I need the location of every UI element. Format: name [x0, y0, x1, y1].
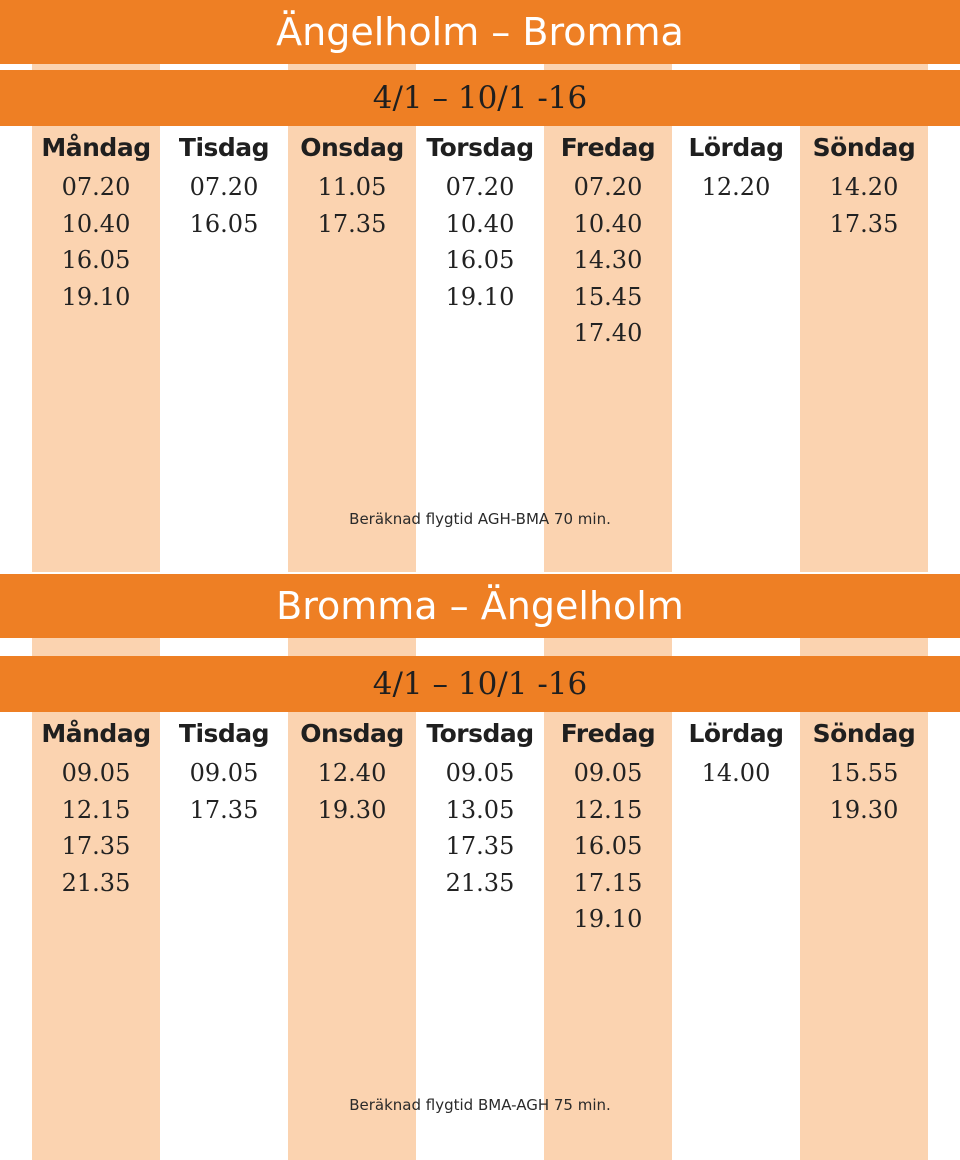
departure-time: 16.05	[573, 832, 643, 860]
departure-list	[672, 755, 800, 792]
day-heading: Lördag	[688, 719, 784, 748]
departure-list	[160, 755, 288, 828]
departure-list	[800, 755, 928, 828]
departure-time: 21.35	[61, 868, 131, 897]
day-column	[160, 133, 288, 242]
departure-time: 14.00	[701, 759, 771, 787]
departure-time: 14.30	[573, 246, 643, 274]
departure-time: 19.30	[829, 795, 899, 824]
departure-time: 07.20	[189, 173, 259, 201]
departure-time: 17.40	[573, 319, 643, 347]
departure-time: 10.40	[445, 209, 515, 238]
day-heading: Onsdag	[300, 719, 404, 748]
departure-time: 16.05	[61, 246, 131, 274]
day-column	[544, 133, 672, 352]
departure-time: 16.05	[445, 246, 515, 274]
departure-list	[544, 755, 672, 938]
departure-time: 17.35	[189, 795, 259, 824]
departure-time: 12.15	[61, 795, 131, 824]
departure-time: 16.05	[189, 209, 259, 238]
period-band	[0, 656, 960, 712]
departure-time: 19.10	[445, 282, 515, 311]
day-heading: Fredag	[560, 133, 656, 162]
period-band	[0, 70, 960, 126]
departure-time: 07.20	[61, 173, 131, 201]
day-column	[288, 133, 416, 242]
flight-time-note: Beräknad flygtid AGH-BMA 70 min.	[349, 510, 611, 528]
departure-time: 11.05	[317, 173, 387, 201]
outbound-timetable	[0, 0, 960, 572]
departure-time: 12.40	[317, 759, 387, 787]
day-heading: Tisdag	[178, 133, 270, 162]
day-heading: Lördag	[688, 133, 784, 162]
departure-list	[160, 169, 288, 242]
title-band	[0, 0, 960, 64]
route-title: Ängelholm – Bromma	[276, 10, 684, 54]
departure-time: 17.35	[829, 209, 899, 238]
departure-list	[288, 755, 416, 828]
title-band	[0, 574, 960, 638]
departure-time: 09.05	[445, 759, 515, 787]
departure-time: 12.20	[701, 173, 771, 201]
departure-list	[672, 169, 800, 206]
departure-list	[544, 169, 672, 352]
departure-time: 12.15	[573, 795, 643, 824]
departure-list	[32, 169, 160, 315]
flight-time-note: Beräknad flygtid BMA-AGH 75 min.	[349, 1096, 611, 1114]
departure-list	[800, 169, 928, 242]
day-heading: Söndag	[812, 133, 916, 162]
day-heading: Torsdag	[426, 719, 534, 748]
departure-list	[416, 755, 544, 901]
day-column	[32, 719, 160, 901]
day-column	[32, 133, 160, 315]
departure-time: 21.35	[445, 868, 515, 897]
departure-time: 15.55	[829, 759, 899, 787]
day-heading: Måndag	[41, 133, 151, 162]
day-heading: Måndag	[41, 719, 151, 748]
day-heading: Fredag	[560, 719, 656, 748]
departure-time: 17.35	[61, 832, 131, 860]
period-label: 4/1 – 10/1 -16	[372, 666, 588, 702]
departure-time: 14.20	[829, 173, 899, 201]
day-heading: Onsdag	[300, 133, 404, 162]
departure-list	[288, 169, 416, 242]
departure-time: 09.05	[189, 759, 259, 787]
departure-list	[416, 169, 544, 315]
day-column	[672, 719, 800, 792]
departure-time: 07.20	[573, 173, 643, 201]
day-column	[416, 133, 544, 315]
day-heading: Söndag	[812, 719, 916, 748]
departure-time: 19.30	[317, 795, 387, 824]
departure-list	[32, 755, 160, 901]
departure-time: 07.20	[445, 173, 515, 201]
departure-time: 17.35	[445, 832, 515, 860]
return-timetable	[0, 574, 960, 1160]
day-column	[544, 719, 672, 938]
departure-time: 15.45	[573, 282, 643, 311]
departure-time: 19.10	[61, 282, 131, 311]
departure-time: 17.35	[317, 209, 387, 238]
departure-time: 17.15	[573, 868, 643, 897]
departure-time: 10.40	[573, 209, 643, 238]
departure-time: 09.05	[61, 759, 131, 787]
departure-time: 19.10	[573, 905, 643, 933]
departure-time: 13.05	[445, 795, 515, 824]
day-heading: Tisdag	[178, 719, 270, 748]
day-heading: Torsdag	[426, 133, 534, 162]
day-column	[672, 133, 800, 206]
day-column	[416, 719, 544, 901]
day-column	[800, 133, 928, 242]
day-column	[288, 719, 416, 828]
route-title: Bromma – Ängelholm	[276, 584, 684, 628]
departure-time: 09.05	[573, 759, 643, 787]
period-label: 4/1 – 10/1 -16	[372, 80, 588, 116]
day-column	[160, 719, 288, 828]
day-column	[800, 719, 928, 828]
departure-time: 10.40	[61, 209, 131, 238]
